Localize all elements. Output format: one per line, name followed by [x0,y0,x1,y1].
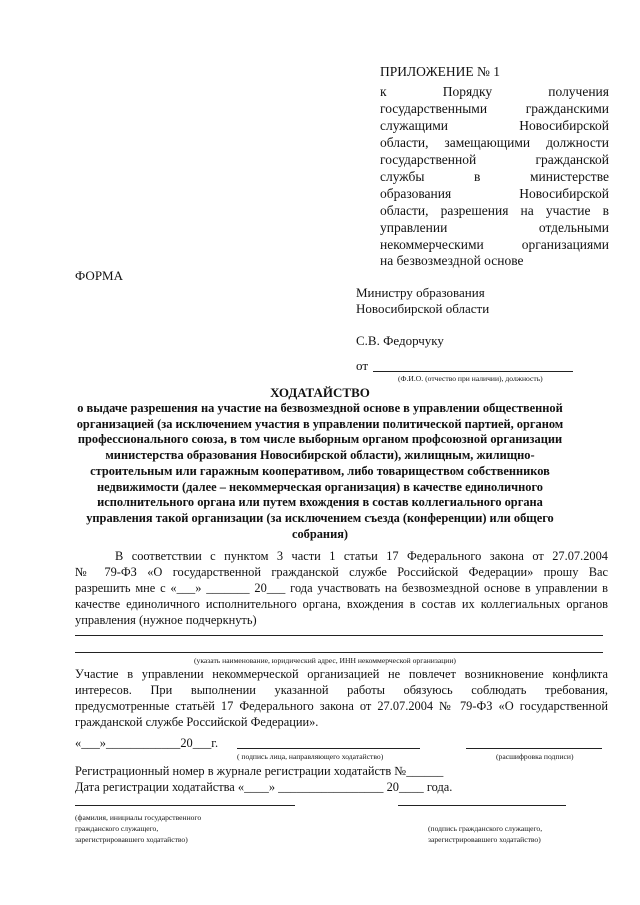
body-p1-line-1: В соответствии с пунктом 3 части 1 статьи 17 Федерального закона от 27.07.2004 [115,549,608,563]
appendix-line: государственной гражданской [380,152,609,167]
appendix-line: службы в министерстве [380,169,609,184]
org-line-2 [75,652,603,653]
body-p1-line-5: управления (нужное подчеркнуть) [75,613,257,627]
org-caption: (указать наименование, юридический адрес, ИНН некоммерческой организации) [194,656,456,665]
decrypt-line [466,748,602,749]
signature-date: «___»____________20___г. [75,736,219,750]
appendix-line: образования Новосибирской [380,186,609,201]
from-line [373,371,573,372]
body-p2-line-3: предусмотренные статьёй 17 Федерального закона от 27.07.2004 № 79-ФЗ «О государственной [75,699,608,713]
appendix-title: ПРИЛОЖЕНИЕ № 1 [380,64,501,79]
signature-line [237,748,420,749]
appendix-line: области, замещающими должности [380,135,609,150]
registration-number: Регистрационный номер в журнале регистрации ходатайств №______ [75,764,444,778]
from-caption: (Ф.И.О. (отчество при наличии), должность) [398,374,543,383]
appendix-line: государственными гражданскими [380,101,609,116]
appendix-line: управлении отдельными [380,220,609,235]
petition-title: ХОДАТАЙСТВО [270,385,370,400]
form-label: ФОРМА [75,268,123,283]
registrar-name-caption: (фамилия, инициалы государственного гражданского служащего, зарегистрировавшего ходатайство) [75,813,202,844]
appendix-line: области, разрешения на участие в [380,203,609,218]
signature-caption: ( подпись лица, направляющего ходатайство) [237,752,384,761]
decrypt-caption: (расшифровка подписи) [496,752,574,761]
body-p1-line-4: качестве единоличного исполнительного органа, вхождения в состав их коллегиальных органов [75,597,608,611]
addressee-name: С.В. Федорчуку [356,333,444,348]
registrar-name-line [75,805,295,806]
body-p2-line-1: Участие в управлении некоммерческой организацией не повлечет возникновение конфликта [75,667,608,681]
registrar-sign-caption: (подпись гражданского служащего, зарегистрировавшего ходатайство) [428,824,543,844]
appendix-line: к Порядку получения [380,84,609,99]
addressee-position: Министру образования [356,285,485,300]
body-p2-line-2: интересов. При выполнении указанной работы обязуюсь соблюдать требования, [75,683,608,697]
appendix-line: некоммерческими организациями [380,237,609,252]
body-p2-line-4: гражданской службе Российской Федерации». [75,715,319,729]
registration-date: Дата регистрации ходатайства «____» _________________ 20____ года. [75,780,453,794]
petition-subtitle: о выдаче разрешения на участие на безвозмездной основе в управлении общественной организацией (за исключением участия в управлении политической партией, органом профессионального союза, в том числе выборным органом профсоюзной организации министерства образования Новосибирской области), жилищным, жилищно-строительным или гаражным кооперативом, либо товариществом собственников недвижимости (далее – некоммерческая организация) в качестве единоличного исполнительного органа или путем вхождения в состав коллегиального органа управления такой организации (за исключением съезда (конференции) или общего собрания) [76,401,564,541]
appendix-last-line: на безвозмездной основе [380,253,524,268]
appendix-line: служащими Новосибирской [380,118,609,133]
addressee-region: Новосибирской области [356,301,490,316]
from-label: от [356,358,369,373]
body-p1-line-3: разрешить мне с «___» _______ 20___ года участвовать на безвозмездной основе в управлении в [75,581,608,595]
org-line-1 [75,635,603,636]
registrar-sign-line [398,805,566,806]
body-p1-line-2: № 79-ФЗ «О государственной гражданской службе Российской Федерации» прошу Вас [75,565,608,579]
